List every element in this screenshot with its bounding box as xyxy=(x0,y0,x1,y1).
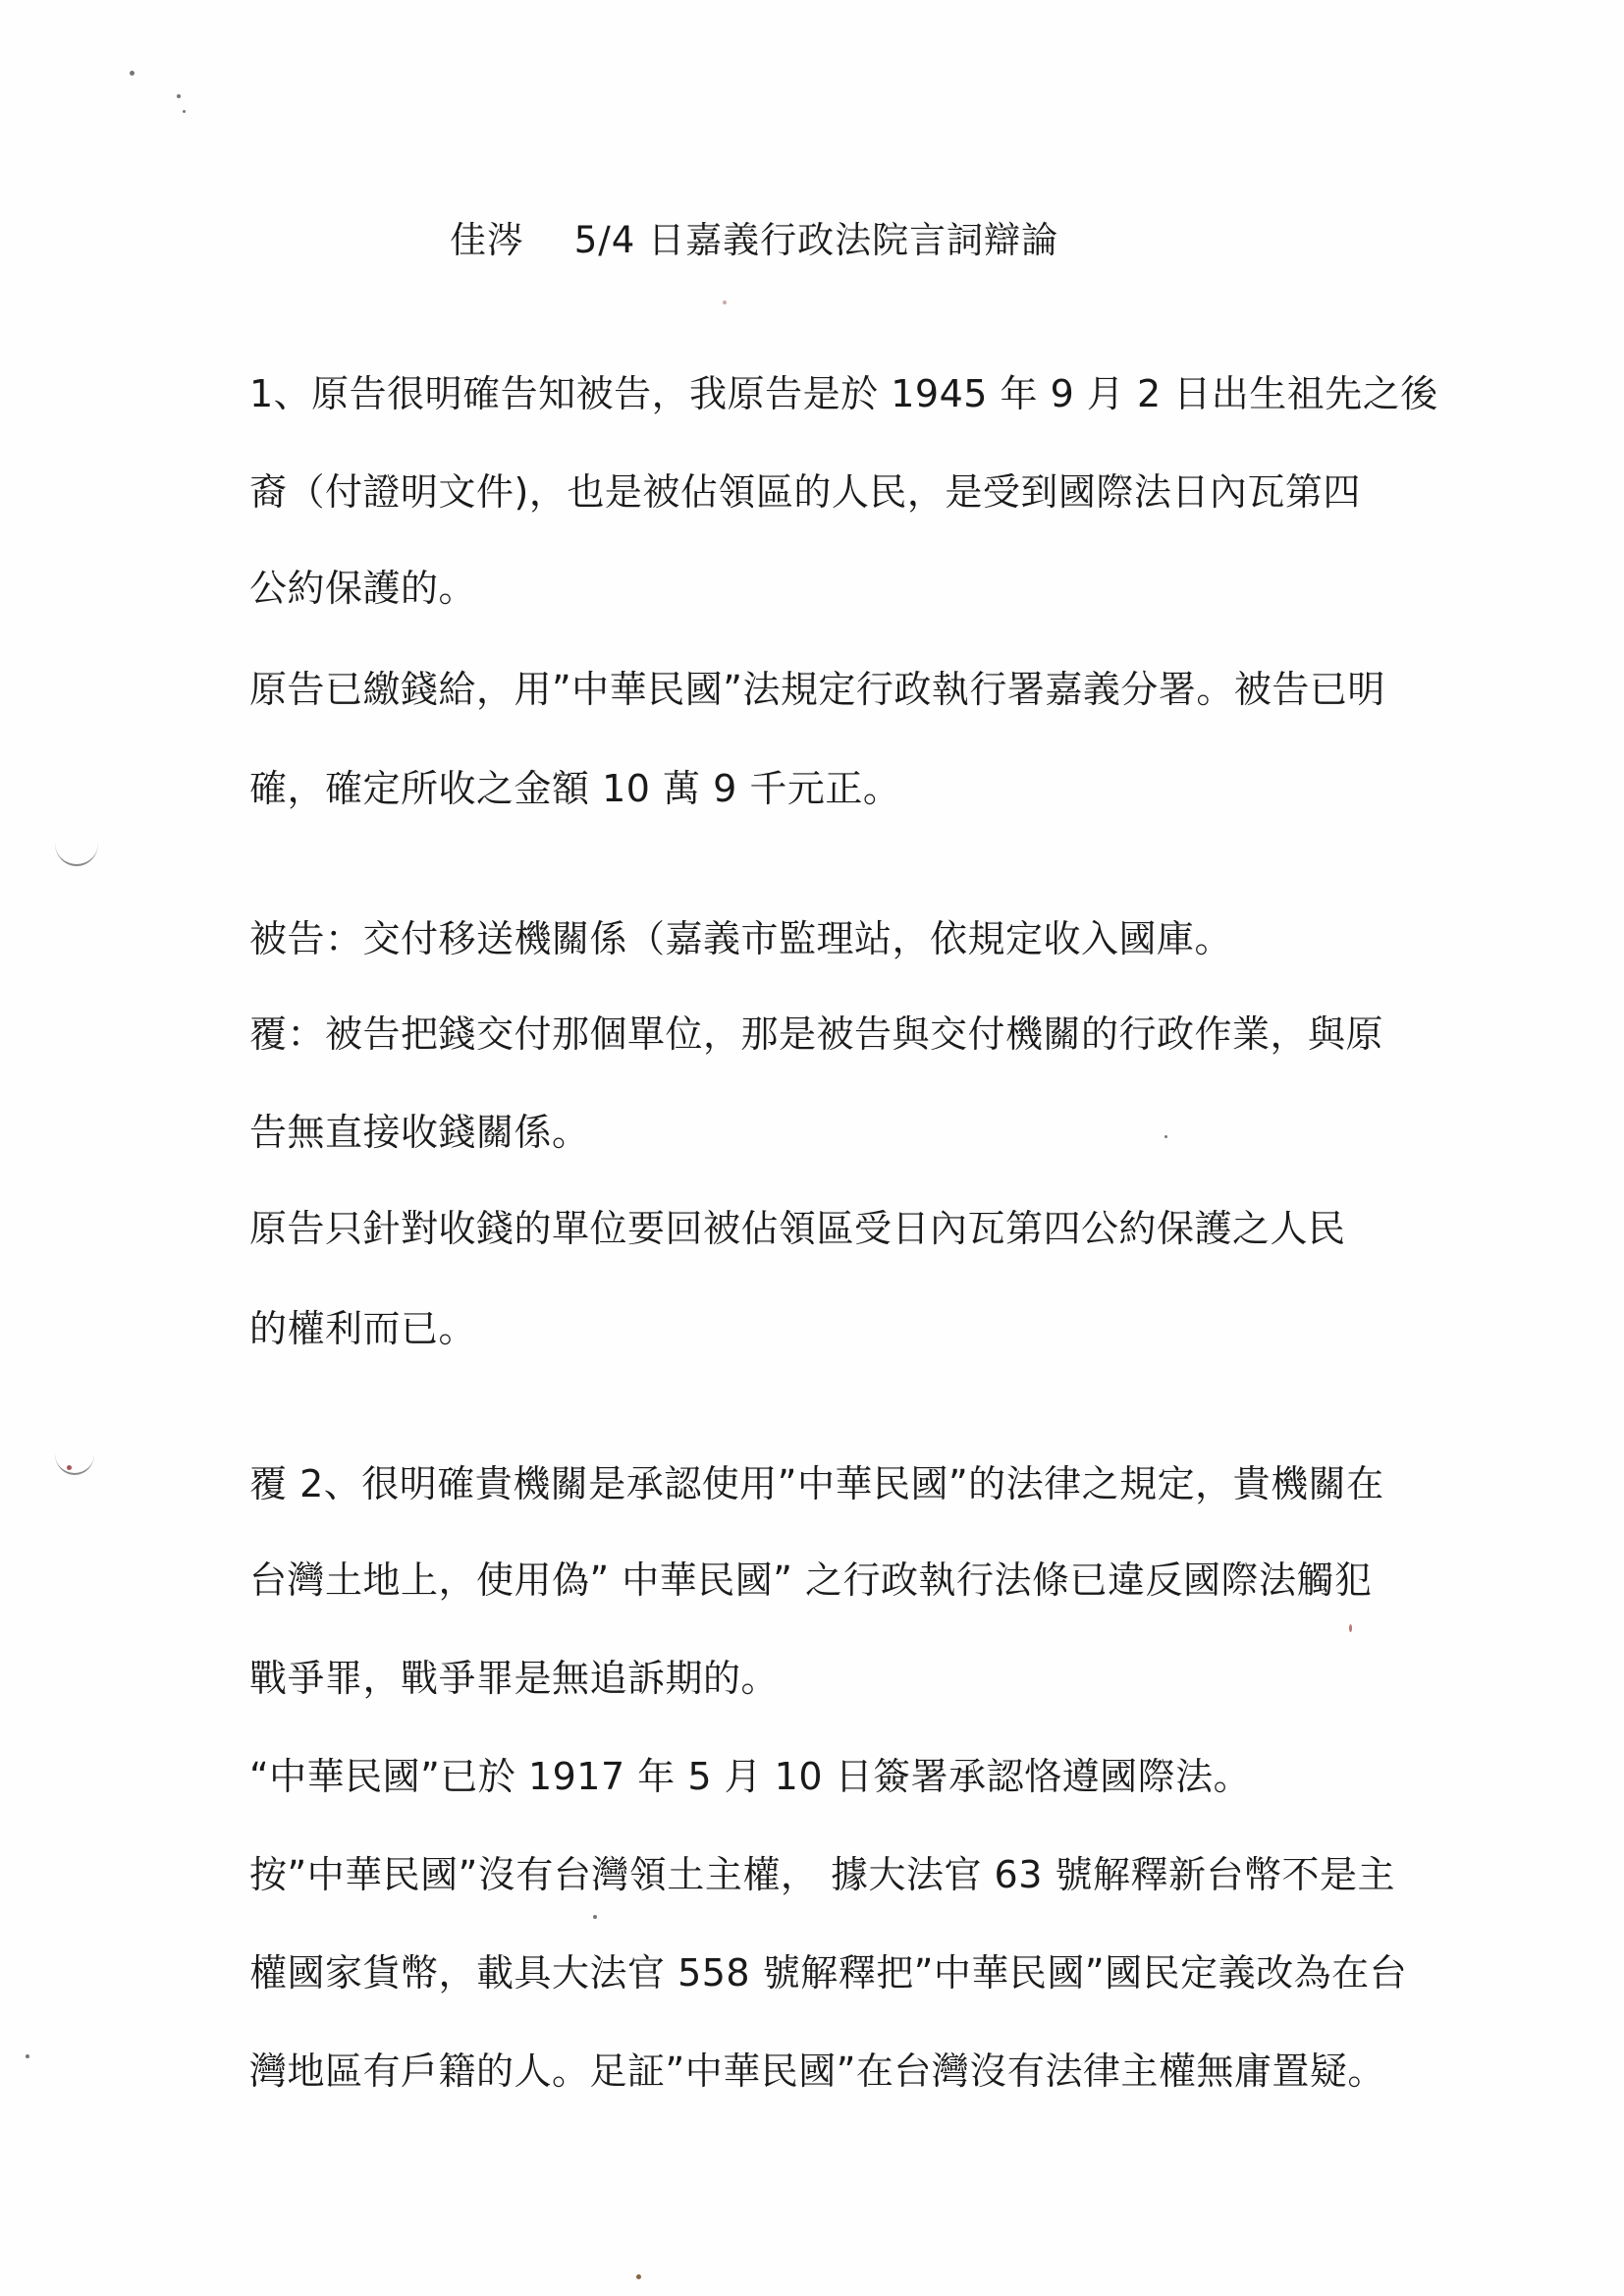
paragraph-line-12: 台灣土地上，使用偽” 中華民國” 之行政執行法條已違反國際法觸犯 xyxy=(249,1558,1373,1602)
paragraph-line-17: 灣地區有戶籍的人。足証”中華民國”在台灣沒有法律主權無庸置疑。 xyxy=(249,2050,1385,2093)
paragraph-line-5: 確，確定所收之金額 10 萬 9 千元正。 xyxy=(249,767,901,810)
paragraph-line-1: 1、原告很明確告知被告，我原告是於 1945 年 9 月 2 日出生祖先之後 xyxy=(249,372,1438,415)
scan-artifact xyxy=(723,301,727,304)
paragraph-line-10: 的權利而已。 xyxy=(249,1307,477,1350)
scan-artifact xyxy=(67,1465,72,1470)
scan-artifact xyxy=(183,110,186,113)
paragraph-line-2: 裔（付證明文件)，也是被佔領區的人民，是受到國際法日內瓦第四 xyxy=(249,470,1361,514)
paragraph-line-15: 按”中華民國”沒有台灣領土主權， 據大法官 63 號解釋新台幣不是主 xyxy=(249,1853,1395,1896)
scan-artifact xyxy=(55,1434,94,1475)
paragraph-line-8: 告無直接收錢關係。 xyxy=(249,1111,590,1154)
scan-artifact xyxy=(26,2054,29,2058)
scan-artifact xyxy=(636,2274,641,2279)
paragraph-line-7: 覆：被告把錢交付那個單位，那是被告與交付機關的行政作業，與原 xyxy=(249,1012,1384,1056)
paragraph-line-9: 原告只針對收錢的單位要回被佔領區受日內瓦第四公約保護之人民 xyxy=(249,1207,1346,1250)
paragraph-line-3: 公約保護的。 xyxy=(249,567,477,610)
paragraph-line-14: “中華民國”已於 1917 年 5 月 10 日簽署承認恪遵國際法。 xyxy=(249,1755,1252,1798)
paragraph-line-6: 被告：交付移送機關係（嘉義市監理站，依規定收入國庫。 xyxy=(249,917,1233,960)
scan-artifact xyxy=(1349,1624,1352,1632)
scan-artifact xyxy=(593,1915,597,1919)
scan-artifact xyxy=(177,94,181,98)
paragraph-line-16: 權國家貨幣，載具大法官 558 號解釋把”中華民國”國民定義改為在台 xyxy=(249,1951,1408,1995)
scan-artifact xyxy=(55,821,98,866)
scan-artifact xyxy=(1164,1135,1167,1138)
paragraph-line-4: 原告已繳錢給，用”中華民國”法規定行政執行署嘉義分署。被告已明 xyxy=(249,668,1385,711)
document-title: 佳涔 5/4 日嘉義行政法院言詞辯論 xyxy=(450,219,1059,261)
paragraph-line-13: 戰爭罪，戰爭罪是無追訴期的。 xyxy=(249,1657,780,1700)
paragraph-line-11: 覆 2、很明確貴機關是承認使用”中華民國”的法律之規定，貴機關在 xyxy=(249,1462,1384,1505)
scan-artifact xyxy=(130,71,135,76)
